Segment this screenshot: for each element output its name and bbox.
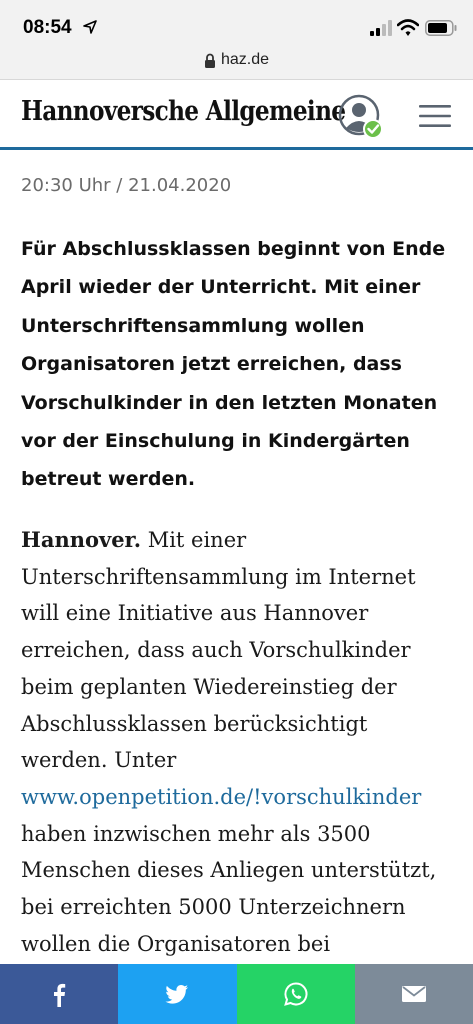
mail-icon [401,981,427,1007]
browser-url-bar[interactable] [0,44,473,80]
body-line [21,522,461,559]
account-icon[interactable] [338,94,384,140]
url-text[interactable]: haz.de [221,51,270,68]
share-twitter-button[interactable] [118,964,236,1024]
battery-icon [425,20,457,36]
teaser-line: Unterschriftensammlung wollen [21,314,365,337]
site-logo[interactable]: Hannoversche Allgemeine [21,96,346,127]
body-line: bei erreichten 5000 Unterzeichnern [21,895,406,920]
lock-icon [204,53,216,69]
share-mail-button[interactable] [355,964,473,1024]
body-line: Unterschriftensammlung im Internet [21,564,416,589]
hamburger-menu-icon[interactable] [419,104,451,128]
site-header [0,80,473,150]
article-body [21,522,461,962]
status-bar [0,0,473,50]
share-whatsapp-button[interactable] [237,964,355,1024]
article-dateline: 20:30 Uhr / 21.04.2020 [21,175,232,196]
teaser-line: betreut werden. [21,468,196,491]
teaser-line: April wieder der Unterricht. Mit einer [21,276,421,299]
share-facebook-button[interactable] [0,964,118,1024]
body-first-rest: Mit einer [141,528,247,552]
body-line: Abschlussklassen berücksichtigt [21,711,368,736]
body-line: Menschen dieses Anliegen unterstützt, [21,858,437,883]
teaser-line: Organisatoren jetzt erreichen, dass [21,353,402,376]
teaser-line: Für Abschlussklassen beginnt von Ende [21,238,446,260]
petition-link[interactable]: www.openpetition.de/!vorschulkinder [21,784,422,809]
article-teaser [21,230,461,499]
whatsapp-icon [283,981,309,1007]
body-line: erreichen, dass auch Vorschulkinder [21,638,411,663]
body-line: haben inzwischen mehr als 3500 [21,821,371,846]
teaser-line: vor der Einschulung in Kindergärten [21,430,410,453]
teaser-line: Vorschulkinder in den letzten Monaten [21,391,438,414]
body-city: Hannover. [21,527,142,552]
share-bar [0,964,473,1024]
twitter-icon [164,981,190,1007]
body-line: werden. Unter [21,748,177,773]
cellular-signal-icon [370,20,392,36]
facebook-icon [46,981,72,1007]
location-arrow-icon [83,20,97,34]
status-time: 08:54 [23,17,72,38]
body-line: wollen die Organisatoren bei [21,931,331,956]
body-line: beim geplanten Wiedereinstieg der [21,674,397,699]
body-line: will eine Initiative aus Hannover [21,601,369,626]
wifi-icon [397,19,419,37]
